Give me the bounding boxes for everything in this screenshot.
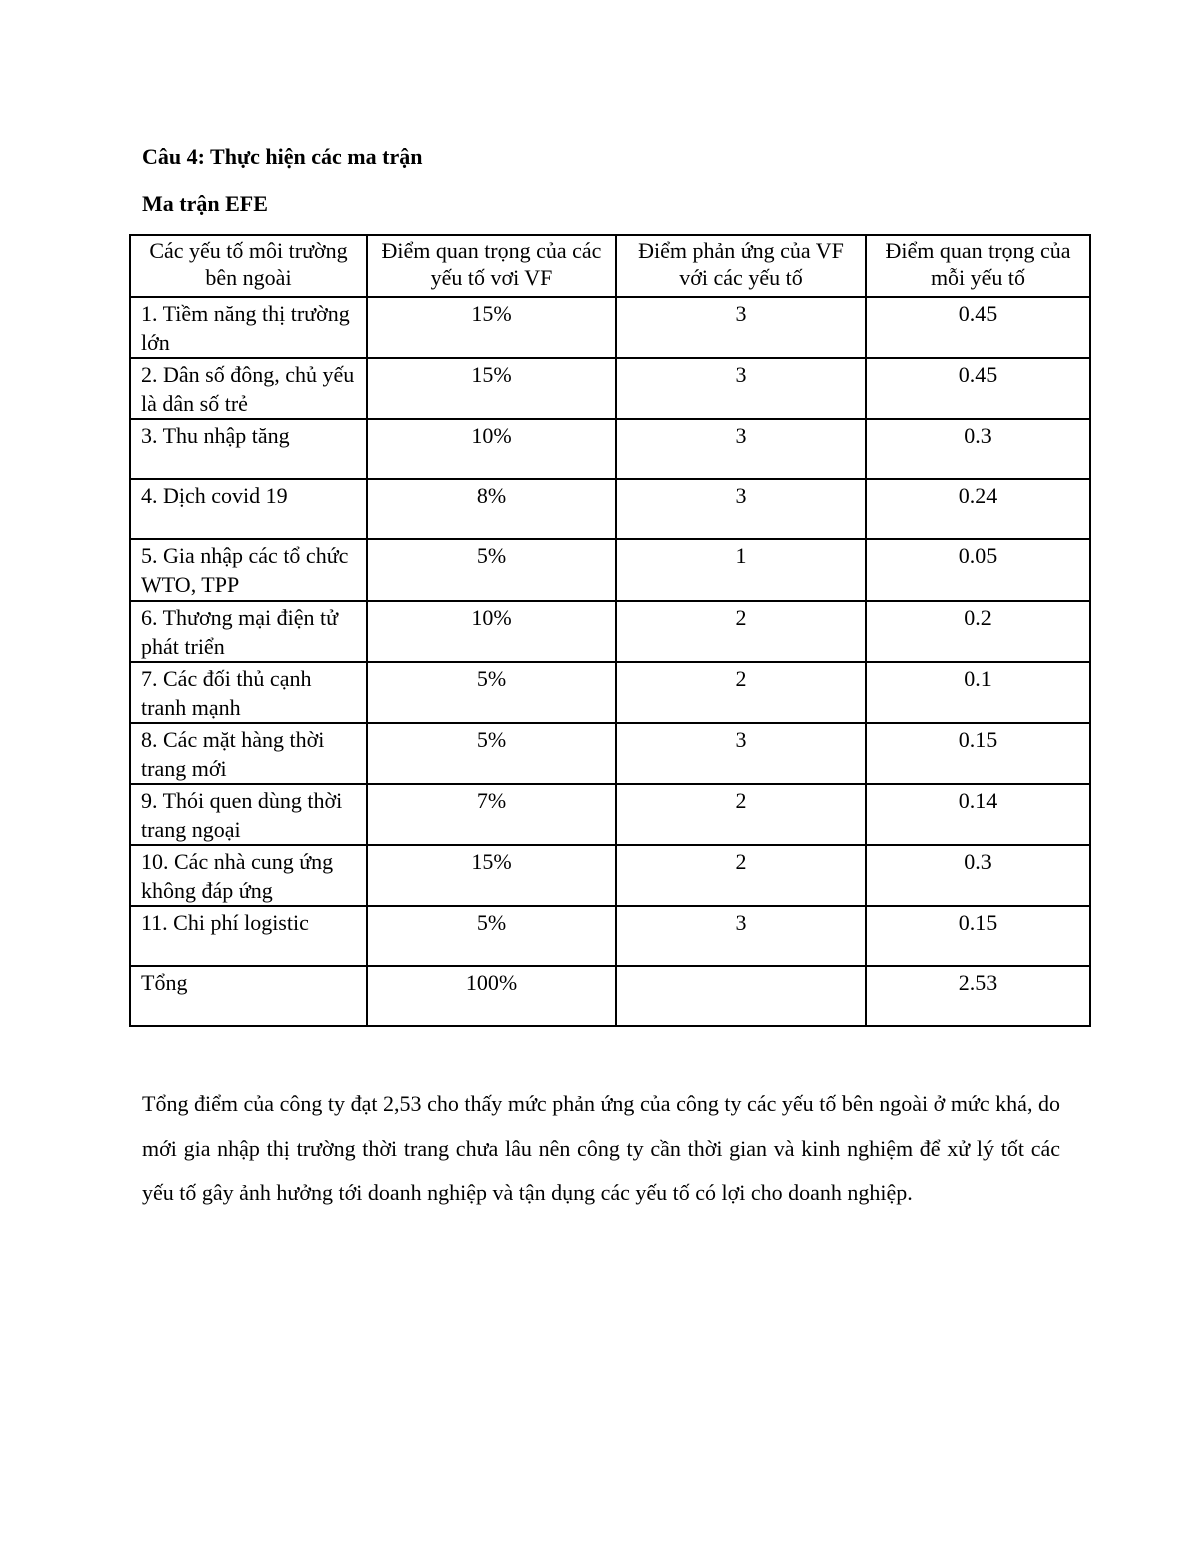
- table-row: [130, 297, 1090, 358]
- total-response-cell: [616, 966, 866, 1026]
- importance-cell: 5%: [367, 723, 616, 784]
- factor-cell: 5. Gia nhập các tổ chức WTO, TPP: [130, 539, 367, 601]
- table-row: [130, 845, 1090, 906]
- factor-cell: 8. Các mặt hàng thời trang mới: [130, 723, 367, 784]
- efe-matrix-table: [129, 234, 1091, 1027]
- importance-cell: 7%: [367, 784, 616, 845]
- score-cell: 0.24: [866, 479, 1090, 539]
- importance-cell: 15%: [367, 845, 616, 906]
- score-cell: 0.3: [866, 845, 1090, 906]
- response-cell: 3: [616, 723, 866, 784]
- header-score: Điểm quan trọng của mỗi yếu tố: [866, 235, 1090, 297]
- table-row: [130, 906, 1090, 966]
- factor-cell: 7. Các đối thủ cạnh tranh mạnh: [130, 662, 367, 723]
- table-row: [130, 662, 1090, 723]
- importance-cell: 5%: [367, 539, 616, 601]
- table-row: [130, 358, 1090, 419]
- importance-cell: 10%: [367, 419, 616, 479]
- factor-cell: 1. Tiềm năng thị trường lớn: [130, 297, 367, 358]
- importance-cell: 15%: [367, 297, 616, 358]
- total-label-cell: Tổng: [130, 966, 367, 1026]
- table-header-row: [130, 235, 1090, 297]
- factor-cell: 4. Dịch covid 19: [130, 479, 367, 539]
- response-cell: 2: [616, 662, 866, 723]
- score-cell: 0.2: [866, 601, 1090, 662]
- header-factor: Các yếu tố môi trường bên ngoài: [130, 235, 367, 297]
- score-cell: 0.14: [866, 784, 1090, 845]
- response-cell: 2: [616, 601, 866, 662]
- table-row: [130, 784, 1090, 845]
- table-row: [130, 419, 1090, 479]
- response-cell: 2: [616, 845, 866, 906]
- table-row: [130, 601, 1090, 662]
- response-cell: 3: [616, 479, 866, 539]
- importance-cell: 5%: [367, 906, 616, 966]
- table-row: [130, 479, 1090, 539]
- total-importance-cell: 100%: [367, 966, 616, 1026]
- score-cell: 0.45: [866, 297, 1090, 358]
- table-total-row: [130, 966, 1090, 1026]
- response-cell: 1: [616, 539, 866, 601]
- score-cell: 0.1: [866, 662, 1090, 723]
- factor-cell: 10. Các nhà cung ứng không đáp ứng: [130, 845, 367, 906]
- score-cell: 0.45: [866, 358, 1090, 419]
- total-score-cell: 2.53: [866, 966, 1090, 1026]
- header-importance: Điểm quan trọng của các yếu tố vơi VF: [367, 235, 616, 297]
- response-cell: 3: [616, 297, 866, 358]
- factor-cell: 3. Thu nhập tăng: [130, 419, 367, 479]
- table-row: [130, 723, 1090, 784]
- matrix-title: Ma trận EFE: [142, 191, 268, 216]
- conclusion-paragraph: Tổng điểm của công ty đạt 2,53 cho thấy mức phản ứng của công ty các yếu tố bên ngoài ở mức khá, do mới gia nhập thị trường thời trang chưa lâu nên công ty cần thời gian và kinh nghiệm để xử lý tốt các yếu tố gây ảnh hưởng tới doanh nghiệp và tận dụng các yếu tố có lợi cho doanh nghiệp.: [142, 1091, 1060, 1205]
- response-cell: 3: [616, 906, 866, 966]
- factor-cell: 9. Thói quen dùng thời trang ngoại: [130, 784, 367, 845]
- response-cell: 3: [616, 419, 866, 479]
- factor-cell: 6. Thương mại điện tử phát triển: [130, 601, 367, 662]
- response-cell: 2: [616, 784, 866, 845]
- importance-cell: 10%: [367, 601, 616, 662]
- score-cell: 0.3: [866, 419, 1090, 479]
- score-cell: 0.15: [866, 723, 1090, 784]
- score-cell: 0.15: [866, 906, 1090, 966]
- importance-cell: 15%: [367, 358, 616, 419]
- response-cell: 3: [616, 358, 866, 419]
- importance-cell: 5%: [367, 662, 616, 723]
- factor-cell: 2. Dân số đông, chủ yếu là dân số trẻ: [130, 358, 367, 419]
- importance-cell: 8%: [367, 479, 616, 539]
- header-response: Điểm phản ứng của VF với các yếu tố: [616, 235, 866, 297]
- score-cell: 0.05: [866, 539, 1090, 601]
- table-row: [130, 539, 1090, 601]
- question-title: Câu 4: Thực hiện các ma trận: [142, 144, 423, 169]
- factor-cell: 11. Chi phí logistic: [130, 906, 367, 966]
